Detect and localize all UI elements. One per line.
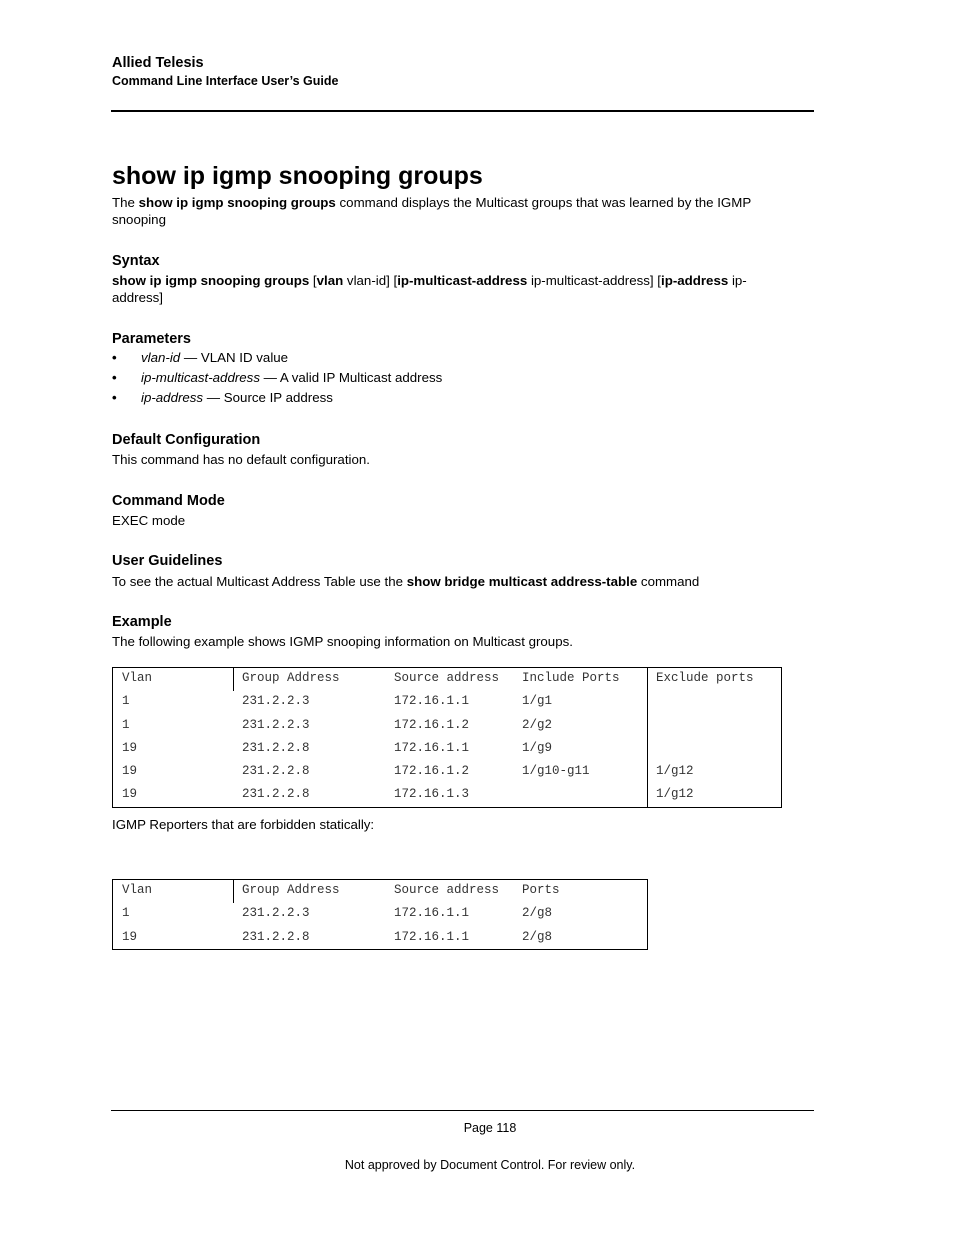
table-cell: 1/g12 (656, 787, 694, 802)
guidelines-suffix: command (637, 574, 700, 589)
command-mode-heading: Command Mode (112, 493, 225, 509)
intro-line2: snooping (112, 212, 166, 227)
table-cell: 231.2.2.3 (242, 694, 310, 709)
syntax-ip-arg: ip- (728, 273, 747, 288)
bullet-icon: • (112, 390, 117, 405)
syntax-line (112, 272, 802, 306)
intro-paragraph (112, 194, 802, 228)
intro-prefix: The (112, 195, 139, 210)
list-item (112, 349, 442, 369)
default-config-text: This command has no default configuration. (112, 452, 370, 467)
parameters-heading: Parameters (112, 331, 191, 347)
param-name: ip-multicast-address (141, 370, 260, 385)
header-cell: Include Ports (522, 671, 620, 685)
table-cell: 1/g12 (656, 764, 694, 779)
syntax-mcast-keyword: ip-multicast-address (397, 273, 528, 288)
footer-divider (111, 1110, 814, 1111)
table-cell: 231.2.2.8 (242, 764, 310, 779)
syntax-ip-keyword: ip-address (661, 273, 729, 288)
example-heading: Example (112, 614, 172, 630)
table-cell: 19 (122, 740, 138, 755)
header-cell: Group Address (242, 671, 340, 685)
syntax-open: [ (309, 273, 317, 288)
review-notice: Not approved by Document Control. For review only. (344, 1158, 636, 1172)
table-row (113, 927, 647, 950)
param-desc: — VLAN ID value (180, 350, 289, 365)
table-cell: 1 (122, 906, 130, 921)
bullet-icon: • (112, 350, 117, 365)
param-desc: — Source IP address (203, 390, 333, 405)
intro-suffix: command displays the Multicast groups that was learned by the IGMP (335, 195, 752, 210)
header-cell: Vlan (122, 883, 153, 897)
table-cell: 1 (122, 694, 130, 709)
intro-command: show ip igmp snooping groups (138, 195, 336, 210)
table-cell: 19 (122, 929, 138, 944)
header-cell: Vlan (122, 671, 153, 685)
user-guidelines-text (112, 573, 802, 590)
syntax-mcast-arg: ip-multicast-address] [ (527, 273, 661, 288)
table-cell: 2/g2 (522, 717, 553, 732)
header-divider (111, 110, 814, 112)
page-number: Page 118 (463, 1121, 517, 1135)
table-cell: 172.16.1.2 (394, 717, 470, 732)
guidelines-prefix: To see the actual Multicast Address Table use the (112, 574, 407, 589)
table-cell: 172.16.1.1 (394, 906, 470, 921)
header-cell: Source address (394, 883, 500, 897)
table-cell: 231.2.2.8 (242, 929, 310, 944)
header-cell: Group Address (242, 883, 340, 897)
table-cell: 1/g10-g11 (522, 764, 590, 779)
forbidden-reporters-text: IGMP Reporters that are forbidden statically: (112, 817, 375, 832)
header-cell: Exclude ports (656, 671, 754, 685)
table-cell: 2/g8 (522, 929, 553, 944)
table-cell: 231.2.2.8 (242, 740, 310, 755)
syntax-ip-arg-cont: address] (112, 290, 163, 305)
header-cell: Ports (522, 883, 560, 897)
user-guidelines-heading: User Guidelines (112, 553, 223, 569)
guidelines-command: show bridge multicast address-table (406, 574, 638, 589)
table-cell: 231.2.2.3 (242, 717, 310, 732)
table-cell: 1/g1 (522, 694, 553, 709)
table-cell: 172.16.1.1 (394, 929, 470, 944)
table-row (113, 691, 781, 714)
header-cell: Source address (394, 671, 500, 685)
bullet-icon: • (112, 370, 117, 385)
table-header-row (113, 880, 647, 903)
param-name: vlan-id (141, 350, 181, 365)
example-text: The following example shows IGMP snooping information on Multicast groups. (112, 634, 573, 649)
table-cell: 172.16.1.1 (394, 694, 470, 709)
table-row (113, 903, 647, 926)
table-row (113, 761, 781, 784)
list-item (112, 369, 442, 389)
syntax-heading: Syntax (112, 253, 160, 269)
param-name: ip-address (141, 390, 204, 405)
table-cell: 172.16.1.2 (394, 764, 470, 779)
table-cell: 231.2.2.3 (242, 906, 310, 921)
table-cell: 172.16.1.3 (394, 787, 470, 802)
table-cell: 231.2.2.8 (242, 787, 310, 802)
header-guide-title: Command Line Interface User’s Guide (112, 74, 339, 88)
table-row (113, 715, 781, 738)
table-cell: 19 (122, 787, 138, 802)
param-desc: — A valid IP Multicast address (259, 370, 443, 385)
table-cell: 172.16.1.1 (394, 740, 470, 755)
syntax-vlan-keyword: vlan (316, 273, 344, 288)
igmp-groups-table (112, 667, 782, 808)
table-row (113, 784, 781, 807)
default-config-heading: Default Configuration (112, 432, 261, 448)
table-row (113, 738, 781, 761)
header-company: Allied Telesis (112, 55, 204, 71)
table-cell: 1 (122, 717, 130, 732)
parameters-list (112, 349, 442, 409)
table-cell: 1/g9 (522, 740, 553, 755)
table-header-row (113, 668, 781, 691)
syntax-vlan-arg: vlan-id] [ (343, 273, 398, 288)
table-cell: 19 (122, 764, 138, 779)
forbidden-reporters-table (112, 879, 648, 950)
table-cell: 2/g8 (522, 906, 553, 921)
command-mode-text: EXEC mode (112, 513, 186, 528)
page-title: show ip igmp snooping groups (112, 162, 483, 190)
list-item (112, 389, 442, 409)
syntax-command: show ip igmp snooping groups (112, 273, 310, 288)
